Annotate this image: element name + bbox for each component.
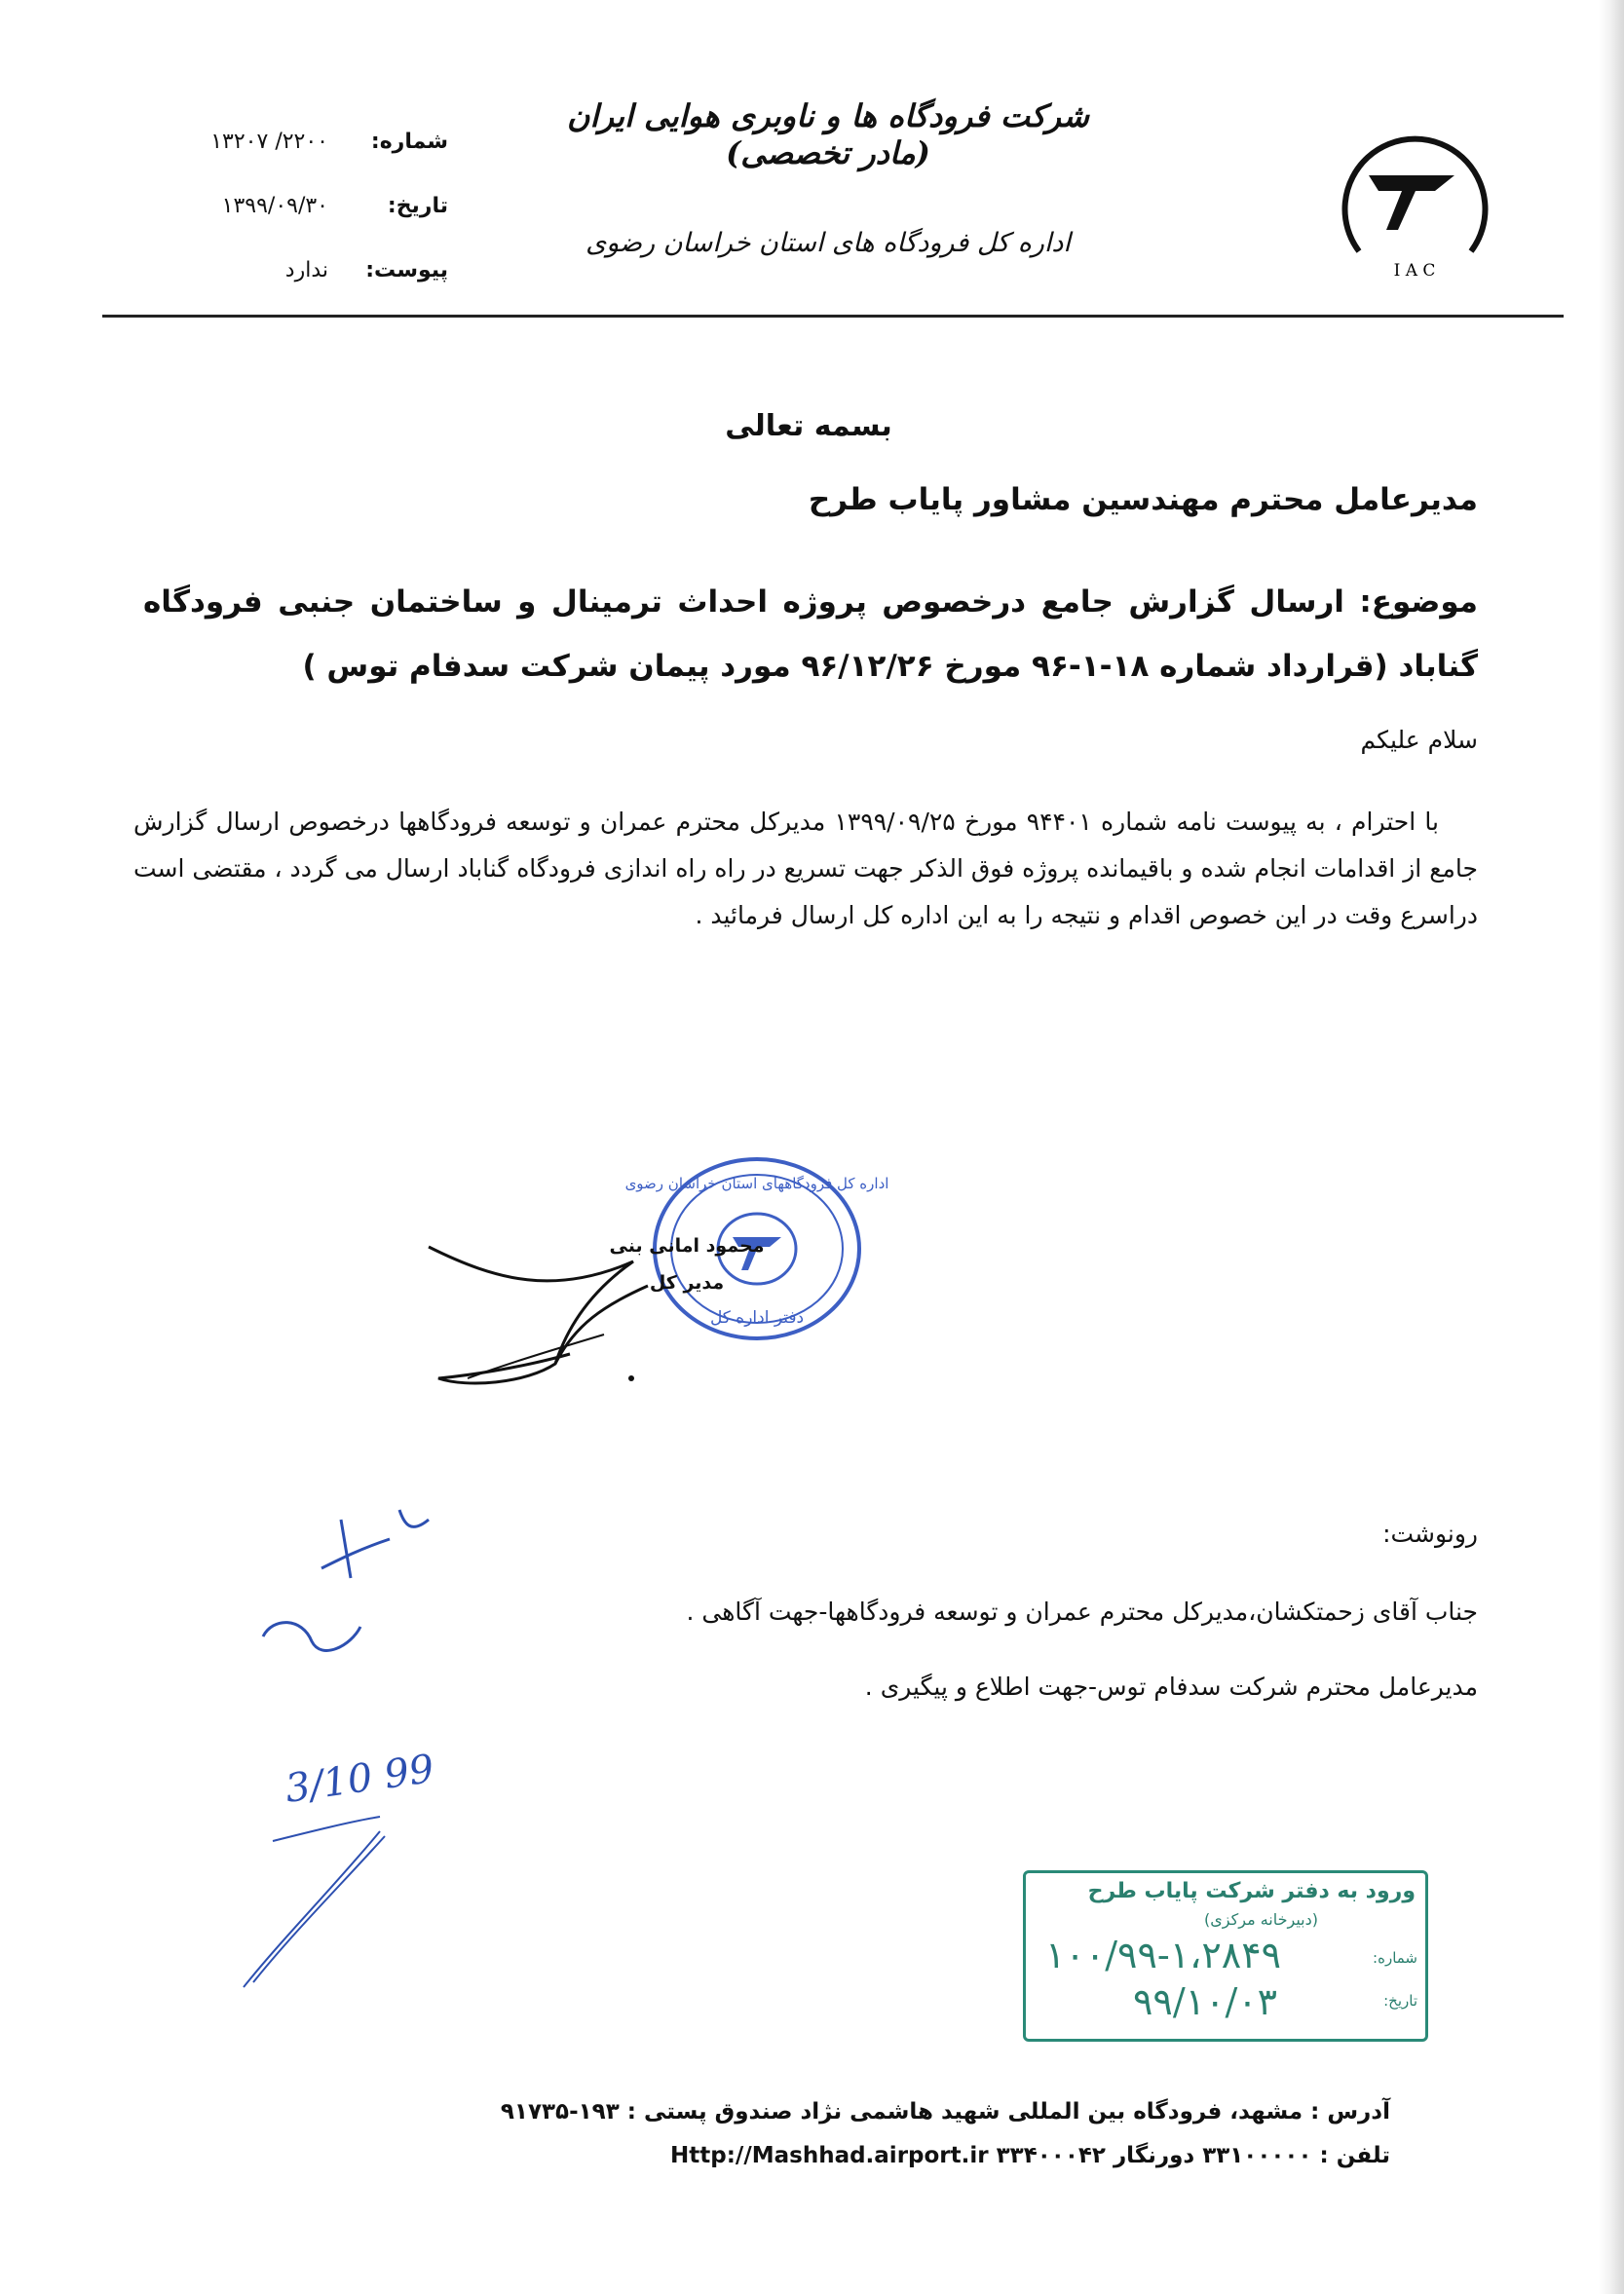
meta-number-value: ۲۲۰۰/ ۱۳۲۰۷	[210, 129, 328, 154]
meta-number-label: شماره:	[370, 129, 448, 154]
handwritten-note	[195, 1481, 448, 1997]
received-stamp-title: ورود به دفتر شرکت پایاب طرح	[1087, 1879, 1416, 1903]
subject: موضوع: ارسال گزارش جامع درخصوص پروژه احداث ترمینال و ساختمان جنبی فرودگاه گناباد (قرارداد شماره ۱۸-۱-۹۶ مورخ ۹۶/۱۲/۲۶ مورد پیمان شرکت سدفام توس )	[143, 584, 1478, 684]
department-name: اداره کل فرودگاه های استان خراسان رضوی	[585, 228, 1071, 258]
letterhead	[565, 97, 1091, 258]
iac-logo-icon	[1330, 115, 1500, 285]
received-number-label: شماره:	[1373, 1949, 1417, 1967]
footer-contact: تلفن : ۳۳۱۰۰۰۰۰ دورنگار ۳۳۴۰۰۰۴۲ Http://Mashhad.airport.ir	[670, 2143, 1390, 2168]
meta-attachment-row	[156, 238, 448, 302]
bismillah: بسمه تعالی	[725, 409, 892, 443]
received-date-value: ۹۹/۱۰/۰۳	[1133, 1980, 1278, 2023]
footer-address: آدرس : مشهد، فرودگاه بین المللی شهید هاشمی نژاد صندوق پستی : ۱۹۳-۹۱۷۳۵	[500, 2099, 1390, 2125]
received-date-label: تاریخ:	[1383, 1992, 1417, 2010]
page-edge-shadow	[1599, 0, 1624, 2294]
header-divider	[102, 315, 1564, 318]
handwritten-date: 3/10 99	[282, 1746, 437, 1812]
addressee: مدیرعامل محترم مهندسین مشاور پایاب طرح	[808, 482, 1478, 517]
greeting: سلام علیکم	[1360, 726, 1478, 754]
stamp-inner-text: دفتر اداره کل	[709, 1308, 805, 1328]
meta-number-row	[156, 109, 448, 173]
signer-name: محمود امانی بنی	[609, 1235, 765, 1257]
company-name: شرکت فرودگاه ها و ناوبری هوایی ایران (مادر تخصصی)	[567, 97, 1089, 171]
stamp-text: اداره کل فرودگاههای استان خراسان رضوی	[624, 1175, 889, 1192]
signer-title: مدیر کل	[649, 1272, 725, 1294]
cc-line-2: مدیرعامل محترم شرکت سدفام توس-جهت اطلاع و پیگیری .	[864, 1673, 1478, 1701]
meta-date-value: ۱۳۹۹/۰۹/۳۰	[221, 193, 328, 218]
cc-line-1: جناب آقای زحمتکشان،مدیرکل محترم عمران و توسعه فرودگاهها-جهت آگاهی .	[686, 1598, 1478, 1626]
logo-text: I A C	[1393, 261, 1436, 281]
received-stamp	[1023, 1870, 1428, 2042]
letter-body: با احترام ، به پیوست نامه شماره ۹۴۴۰۱ مورخ ۱۳۹۹/۰۹/۲۵ مدیرکل محترم عمران و توسعه فرودگاهها درخصوص ارسال گزارش جامع از اقدامات انجام شده و باقیمانده پروژه فوق الذکر جهت تسریع در راه راه اندازی فرودگاه گناباد ارسال می گردد ، مقتضی است دراسرع وقت در این خصوص اقدام و نتیجه را به این اداره کل ارسال فرمائید .	[133, 808, 1478, 929]
received-number-value: ۱۰۰/۹۹-۱،۲۸۴۹	[1045, 1934, 1282, 1976]
received-stamp-subtitle: (دبیرخانه مرکزی)	[1204, 1910, 1318, 1929]
cc-label: رونوشت:	[1382, 1520, 1478, 1548]
meta-attachment-value: ندارد	[284, 257, 328, 282]
letter-meta	[156, 109, 448, 302]
meta-attachment-label: پیوست:	[365, 257, 448, 282]
meta-date-row	[156, 173, 448, 238]
meta-date-label: تاریخ:	[387, 193, 448, 218]
